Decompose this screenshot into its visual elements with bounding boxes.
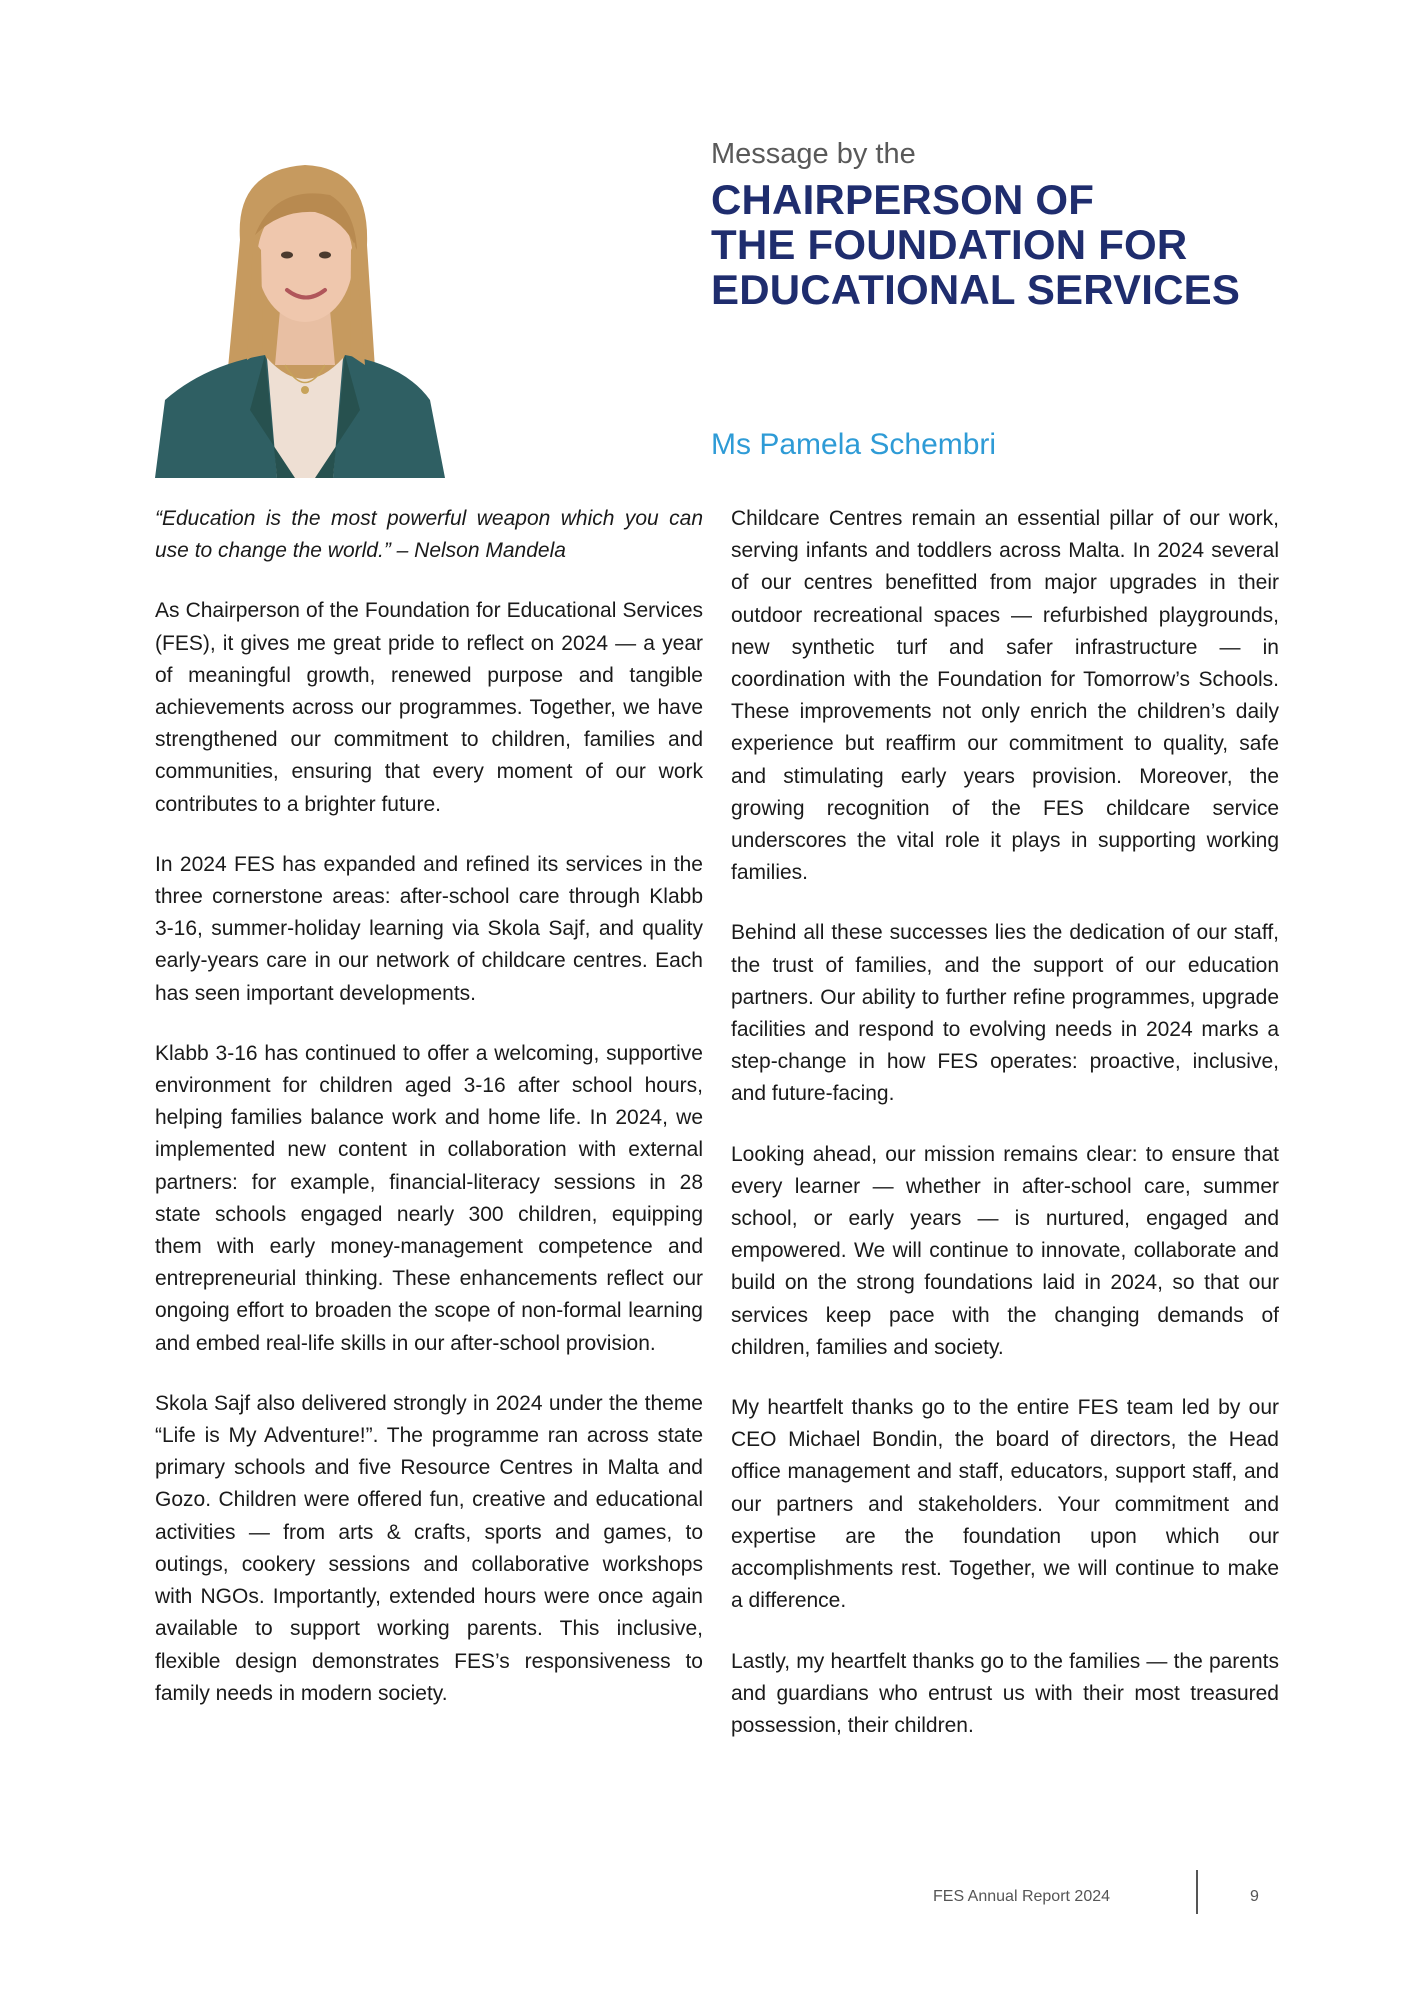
header-block [711, 137, 1271, 312]
pre-title: Message by the [711, 138, 916, 170]
body-paragraph: Skola Sajf also delivered strongly in 2024 under the theme “Life is My Adventure!”. The programme ran across state primary schools and five Resource Centres in Malta and Gozo. Children were offered fun, creative and educational activities — from arts & crafts, sports and games, to outings, cookery sessions and collaborative workshops with NGOs. Importantly, extended hours were once again available to support working parents. This inclusive, flexible design demonstrates FES’s responsiveness to family needs in modern society. [155, 1391, 703, 1705]
body-paragraph: Klabb 3-16 has continued to offer a welcoming, supportive environment for children aged 3-16 after school hours, helping families balance work and home life. In 2024, we implemented new content in collaboration with external partners: for example, financial-literacy sessions in 28 state schools engaged nearly 300 children, equipping them with early money-management competence and entrepreneurial thinking. These enhancements reflect our ongoing effort to broaden the scope of non-formal learning and embed real-life skills in our after-school provision. [155, 1041, 703, 1355]
title-line: THE FOUNDATION FOR [711, 221, 1188, 268]
body-paragraph: In 2024 FES has expanded and refined its services in the three cornerstone areas: after-school care through Klabb 3-16, summer-holiday learning via Skola Sajf, and quality early-years care in our network of childcare centres. Each has seen important developments. [155, 852, 703, 1005]
portrait-illustration [155, 150, 445, 478]
body-paragraph: My heartfelt thanks go to the entire FES team led by our CEO Michael Bondin, the board of directors, the Head office management and staff, educators, support staff, and our partners and stakeholders. Your commitment and expertise are the foundation upon which our accomplishments rest. Together, we will continue to make a difference. [731, 1396, 1279, 1613]
body-paragraph: Childcare Centres remain an essential pillar of our work, serving infants and toddlers across Malta. In 2024 several of our centres benefitted from major upgrades in their outdoor recreational spaces — refurbished playgrounds, new synthetic turf and safer infrastructure — in coordination with the Foundation for Tomorrow’s Schools. These improvements not only enrich the children’s daily experience but reaffirm our commitment to quality, safe and stimulating early years provision. Moreover, the growing recognition of the FES childcare service underscores the vital role it plays in supporting working families. [731, 507, 1279, 885]
footer-report-label: FES Annual Report 2024 [933, 1888, 1111, 1905]
title-line: CHAIRPERSON OF [711, 176, 1095, 223]
opening-quote: “Education is the most powerful weapon which you can use to change the world.” – Nelson Mandela [155, 507, 703, 563]
chairperson-portrait [155, 150, 445, 478]
body-paragraph: Behind all these successes lies the dedication of our staff, the trust of families, and the support of our education partners. Our ability to further refine programmes, upgrade facilities and respond to evolving needs in 2024 marks a step-change in how FES operates: proactive, inclusive, and future-facing. [731, 921, 1279, 1106]
title-line: EDUCATIONAL SERVICES [711, 266, 1241, 313]
left-column [155, 503, 703, 1738]
body-paragraph: Looking ahead, our mission remains clear: to ensure that every learner — whether in after-school care, summer school, or early years — is nurtured, engaged and empowered. We will continue to innovate, collaborate and build on the strong foundations laid in 2024, so that our services keep pace with the changing demands of children, families and society. [731, 1142, 1279, 1359]
right-column [731, 503, 1279, 1770]
chairperson-name: Ms Pamela Schembri [711, 428, 997, 461]
body-paragraph: Lastly, my heartfelt thanks go to the families — the parents and guardians who entrust us with their most treasured possession, their children. [731, 1649, 1279, 1737]
footer-divider [1196, 1870, 1198, 1914]
page-title [711, 177, 1271, 312]
body-paragraph: As Chairperson of the Foundation for Educational Services (FES), it gives me great pride to reflect on 2024 — a year of meaningful growth, renewed purpose and tangible achievements across our programmes. Together, we have strengthened our commitment to children, families and communities, ensuring that every moment of our work contributes to a brighter future. [155, 599, 703, 816]
page-number: 9 [1250, 1888, 1259, 1905]
